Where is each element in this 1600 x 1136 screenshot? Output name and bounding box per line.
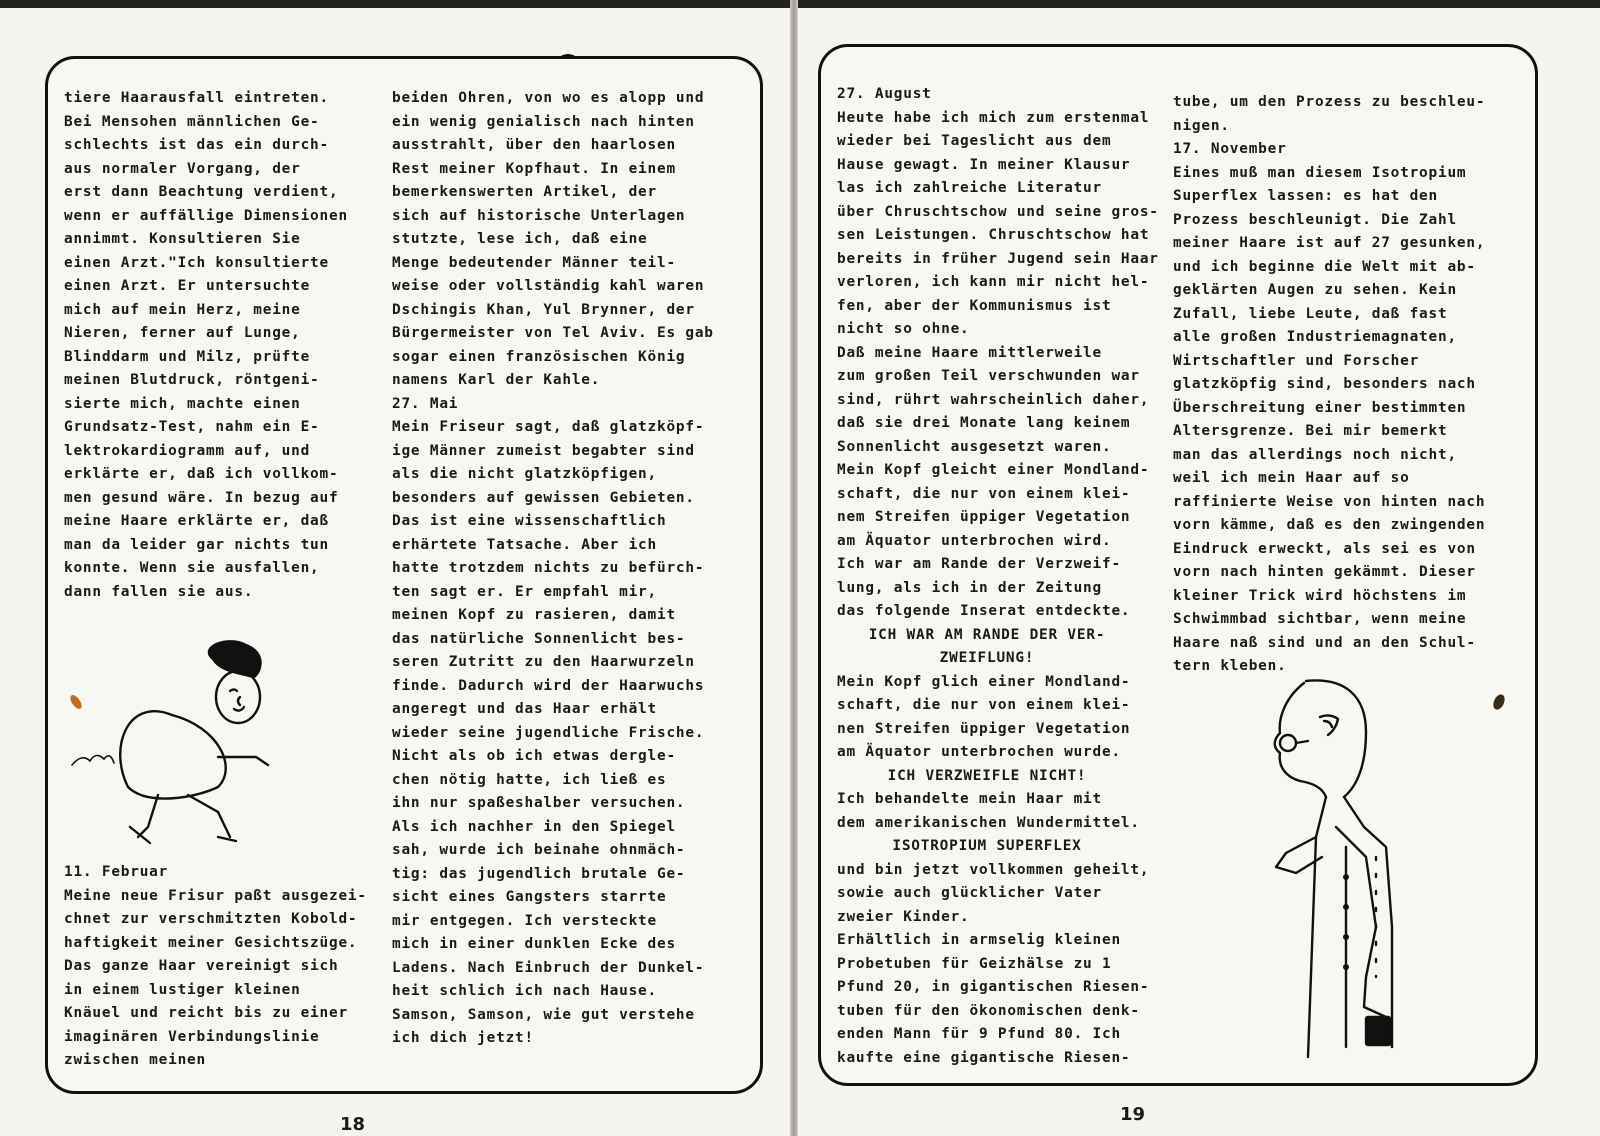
text-line: chen nötig hatte, ich ließ es xyxy=(392,771,667,788)
text-line: Bürgermeister von Tel Aviv. Es gab xyxy=(392,325,714,341)
text-line: sen Leistungen. Chruschtschow hat xyxy=(837,227,1150,243)
text-line: ige Männer zumeist begabter sind xyxy=(392,442,695,459)
running-man-illustration xyxy=(68,637,298,852)
text-line: Heute habe ich mich zum erstenmal xyxy=(837,109,1150,126)
text-line: man da leider gar nichts tun xyxy=(64,536,329,553)
text-line: ich dich jetzt! xyxy=(392,1030,534,1046)
text-line: enden Mann für 9 Pfund 80. Ich xyxy=(837,1026,1121,1042)
text-line: angeregt und das Haar erhält xyxy=(392,701,657,717)
text-line: Daß meine Haare mittlerweile xyxy=(837,344,1102,361)
text-line: Superflex lassen: es hat den xyxy=(1173,188,1438,204)
text-line: zwischen meinen xyxy=(64,1052,206,1068)
text-line: glatzköpfig sind, besonders nach xyxy=(1173,376,1476,392)
text-line: Sonnenlicht ausgesetzt waren. xyxy=(837,438,1112,455)
text-line: sicht eines Gangsters starrte xyxy=(392,889,667,905)
text-line: Ich war am Rande der Verzweif- xyxy=(837,556,1121,572)
text-line: weise oder vollständig kahl waren xyxy=(392,278,705,294)
text-line: zweier Kinder. xyxy=(837,908,970,925)
text-line: und bin jetzt vollkommen geheilt, xyxy=(837,861,1150,878)
text-line: lung, als ich in der Zeitung xyxy=(837,579,1102,596)
right-page-frame xyxy=(818,44,1538,1086)
text-line: das folgende Inserat entdeckte. xyxy=(837,603,1131,619)
text-line: mich in einer dunklen Ecke des xyxy=(392,936,676,952)
text-line: alle großen Industriemagnaten, xyxy=(1173,329,1457,345)
book-gutter xyxy=(790,0,798,1136)
top-edge xyxy=(0,0,1600,8)
text-line: Ladens. Nach Einbruch der Dunkel- xyxy=(392,959,705,976)
text-line: bereits in früher Jugend sein Haar xyxy=(837,250,1159,267)
right-column-1 xyxy=(837,83,1159,1070)
text-line: Das ganze Haar vereinigt sich xyxy=(64,958,339,974)
text-line: nen Streifen üppiger Vegetation xyxy=(837,720,1131,737)
text-line: Eindruck erweckt, als sei es von xyxy=(1173,540,1476,557)
text-line: tig: das jugendlich brutale Ge- xyxy=(392,865,686,882)
text-line: Schwimmbad sichtbar, wenn meine xyxy=(1173,611,1467,627)
text-line: lektrokardiogramm auf, und xyxy=(64,442,311,459)
left-column-1-continued xyxy=(64,861,367,1073)
text-line: einen Arzt. Er untersuchte xyxy=(64,278,311,294)
text-line: meiner Haare ist auf 27 gesunken, xyxy=(1173,235,1486,251)
text-line: Überschreitung einer bestimmten xyxy=(1173,399,1467,416)
text-line: Mein Kopf gleicht einer Mondland- xyxy=(837,462,1150,478)
text-line: Blinddarm und Milz, prüfte xyxy=(64,348,311,365)
text-line: einen Arzt."Ich konsultierte xyxy=(64,254,329,271)
text-line: ICH WAR AM RANDE DER VER- xyxy=(868,626,1106,643)
text-line: ein wenig genialisch nach hinten xyxy=(392,113,695,130)
text-line: erst dann Beachtung verdient, xyxy=(64,184,339,200)
text-line: meinen Blutdruck, röntgeni- xyxy=(64,372,320,388)
text-line: ausstrahlt, über den haarlosen xyxy=(392,137,676,153)
text-line: das natürliche Sonnenlicht bes- xyxy=(392,630,686,647)
text-line: 11. Februar xyxy=(64,864,169,880)
left-page xyxy=(0,8,790,1136)
text-line: aus normaler Vorgang, der xyxy=(64,160,301,177)
text-line: ISOTROPIUM SUPERFLEX xyxy=(892,838,1082,854)
text-line: meinen Kopf zu rasieren, damit xyxy=(392,607,676,623)
text-line: nigen. xyxy=(1173,117,1230,134)
text-line: Als ich nachher in den Spiegel xyxy=(392,818,676,835)
text-line: fen, aber der Kommunismus ist xyxy=(837,297,1112,314)
text-line: tern kleben. xyxy=(1173,658,1287,674)
text-line: Pfund 20, in gigantischen Riesen- xyxy=(837,979,1150,995)
text-line: seren Zutritt zu den Haarwurzeln xyxy=(392,654,695,670)
text-line: und ich beginne die Welt mit ab- xyxy=(1173,258,1476,275)
text-line: Menge bedeutender Männer teil- xyxy=(392,254,676,271)
text-line: Rest meiner Kopfhaut. In einem xyxy=(392,160,676,177)
text-line: sogar einen französischen König xyxy=(392,348,686,365)
text-line: men gesund wäre. In bezug auf xyxy=(64,489,339,506)
text-line: Eines muß man diesem Isotropium xyxy=(1173,164,1467,181)
text-line: Bei Mensohen männlichen Ge- xyxy=(64,113,320,130)
text-line: wieder bei Tageslicht aus dem xyxy=(837,133,1112,149)
text-line: als die nicht glatzköpfigen, xyxy=(392,466,657,482)
text-line: Haare naß sind und an den Schul- xyxy=(1173,634,1476,651)
bald-man-illustration xyxy=(1216,677,1446,1067)
text-line: kaufte eine gigantische Riesen- xyxy=(837,1049,1131,1066)
text-line: Hause gewagt. In meiner Klausur xyxy=(837,156,1131,173)
text-line: wenn er auffällige Dimensionen xyxy=(64,207,348,224)
text-line: dann fallen sie aus. xyxy=(64,583,254,600)
text-line: beiden Ohren, von wo es alopp und xyxy=(392,90,705,106)
text-line: chnet zur verschmitzten Kobold- xyxy=(64,911,358,927)
text-line: 27. Mai xyxy=(392,395,459,412)
text-line: schaft, die nur von einem klei- xyxy=(837,697,1131,713)
text-line: haftigkeit meiner Gesichtszüge. xyxy=(64,934,358,951)
right-column-2 xyxy=(1173,91,1485,679)
left-page-frame xyxy=(45,56,763,1094)
text-line: Knäuel und reicht bis zu einer xyxy=(64,1005,348,1021)
text-line: 27. August xyxy=(837,86,932,102)
text-line: sind, rührt wahrscheinlich daher, xyxy=(837,391,1150,408)
text-line: schlechts ist das ein durch- xyxy=(64,137,329,153)
text-line: Mein Friseur sagt, daß glatzköpf- xyxy=(392,419,705,435)
text-line: mir entgegen. Ich versteckte xyxy=(392,912,657,929)
text-line: sowie auch glücklicher Vater xyxy=(837,885,1102,901)
text-line: Zufall, liebe Leute, daß fast xyxy=(1173,305,1448,322)
text-line: finde. Dadurch wird der Haarwuchs xyxy=(392,677,705,694)
text-line: am Äquator unterbrochen wird. xyxy=(837,532,1112,549)
text-line: Meine neue Frisur paßt ausgezei- xyxy=(64,887,367,904)
text-line: hatte trotzdem nichts zu befürch- xyxy=(392,560,705,576)
text-line: ICH VERZWEIFLE NICHT! xyxy=(887,767,1087,784)
text-line: Mein Kopf glich einer Mondland- xyxy=(837,673,1131,690)
text-line: heit schlich ich nach Hause. xyxy=(392,983,657,999)
text-line: daß sie drei Monate lang keinem xyxy=(837,415,1131,431)
text-line: tuben für den ökonomischen denk- xyxy=(837,1002,1140,1019)
text-line: Wirtschaftler und Forscher xyxy=(1173,352,1420,369)
text-line: meine Haare erklärte er, daß xyxy=(64,513,329,529)
page-number-left: 18 xyxy=(340,1114,366,1135)
text-line: stutzte, lese ich, daß eine xyxy=(392,231,648,247)
text-line: am Äquator unterbrochen wurde. xyxy=(837,744,1121,760)
right-page xyxy=(798,8,1600,1136)
text-line: mich auf mein Herz, meine xyxy=(64,301,301,318)
text-line: erhärtete Tatsache. Aber ich xyxy=(392,536,657,553)
text-line: erklärte er, daß ich vollkom- xyxy=(64,466,339,482)
text-line: ZWEIFLUNG! xyxy=(939,650,1035,666)
text-line: Nieren, ferner auf Lunge, xyxy=(64,325,301,341)
text-line: tiere Haarausfall eintreten. xyxy=(64,90,329,106)
text-line: Dschingis Khan, Yul Brynner, der xyxy=(392,301,695,318)
text-line: Probetuben für Geizhälse zu 1 xyxy=(837,955,1112,972)
text-line: vorn kämme, daß es den zwingenden xyxy=(1173,517,1486,533)
page-number-right: 19 xyxy=(1120,1104,1146,1125)
text-line: Grundsatz-Test, nahm ein E- xyxy=(64,419,320,435)
text-line: nicht so ohne. xyxy=(837,321,970,337)
text-line: namens Karl der Kahle. xyxy=(392,372,601,388)
text-line: 17. November xyxy=(1173,141,1287,157)
text-line: vorn nach hinten gekämmt. Dieser xyxy=(1173,564,1476,580)
text-line: verloren, ich kann mir nicht hel- xyxy=(837,274,1150,290)
text-line: über Chruschtschow und seine gros- xyxy=(837,203,1159,220)
text-line: schaft, die nur von einem klei- xyxy=(837,485,1131,502)
text-line: Ich behandelte mein Haar mit xyxy=(837,791,1102,807)
text-line: Samson, Samson, wie gut verstehe xyxy=(392,1006,695,1023)
text-line: ihn nur spaßeshalber versuchen. xyxy=(392,795,686,811)
text-line: nem Streifen üppiger Vegetation xyxy=(837,509,1131,525)
text-line: imaginären Verbindungslinie xyxy=(64,1028,320,1045)
text-line: Das ist eine wissenschaftlich xyxy=(392,513,667,529)
text-line: kleiner Trick wird höchstens im xyxy=(1173,587,1467,604)
text-line: sierte mich, machte einen xyxy=(64,395,301,412)
text-line: Prozess beschleunigt. Die Zahl xyxy=(1173,211,1457,228)
text-line: wieder seine jugendliche Frische. xyxy=(392,724,705,741)
text-line: weil ich mein Haar auf so xyxy=(1173,470,1410,486)
text-line: Altersgrenze. Bei mir bemerkt xyxy=(1173,423,1448,439)
text-line: zum großen Teil verschwunden war xyxy=(837,368,1140,384)
text-line: tube, um den Prozess zu beschleu- xyxy=(1173,94,1486,110)
text-line: dem amerikanischen Wundermittel. xyxy=(837,814,1140,831)
text-line: Nicht als ob ich etwas dergle- xyxy=(392,748,676,764)
text-line: man das allerdings noch nicht, xyxy=(1173,446,1457,463)
text-line: ten sagt er. Er empfahl mir, xyxy=(392,583,657,600)
text-line: annimmt. Konsultieren Sie xyxy=(64,231,301,247)
text-line: las ich zahlreiche Literatur xyxy=(837,180,1102,196)
text-line: geklärten Augen zu sehen. Kein xyxy=(1173,282,1457,298)
text-line: sich auf historische Unterlagen xyxy=(392,207,686,224)
text-line: raffinierte Weise von hinten nach xyxy=(1173,493,1486,510)
text-line: Erhältlich in armselig kleinen xyxy=(837,932,1121,948)
text-line: sah, wurde ich beinahe ohnmäch- xyxy=(392,842,686,858)
left-column-1 xyxy=(64,87,348,604)
text-line: bemerkenswerten Artikel, der xyxy=(392,184,657,200)
left-column-2 xyxy=(392,87,714,1051)
text-line: besonders auf gewissen Gebieten. xyxy=(392,489,695,506)
text-line: konnte. Wenn sie ausfallen, xyxy=(64,560,320,576)
text-line: in einem lustiger kleinen xyxy=(64,981,301,998)
